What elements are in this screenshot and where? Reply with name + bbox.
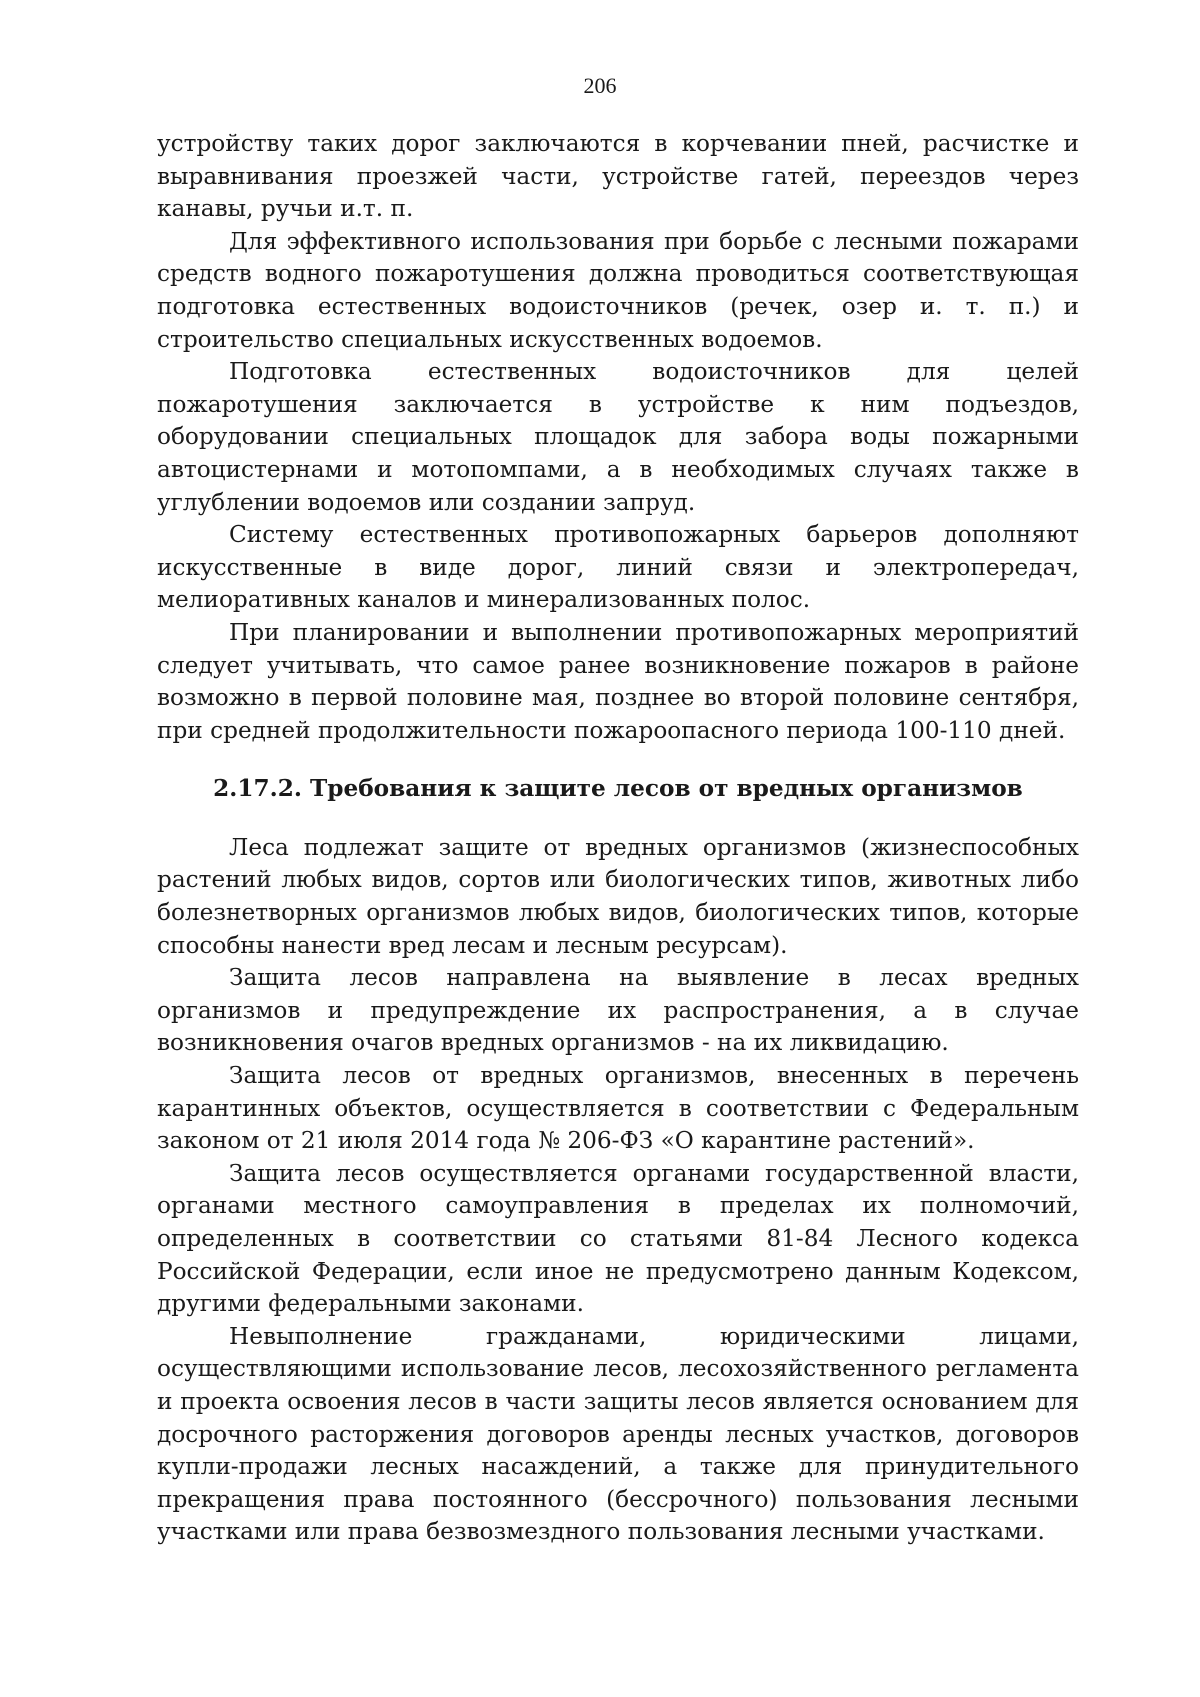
section-heading: 2.17.2. Требования к защите лесов от вредных организмов — [213, 775, 1023, 803]
paragraph-continuation: устройству таких дорог заключаются в корчевании пней, расчистке и выравнивания проезжей части, устройстве гатей, переездов через канавы, ручьи и.т. п. — [157, 130, 1079, 223]
paragraph-fire-barriers: Систему естественных противопожарных барьеров дополняют искусственные в виде дорог, линий связи и электропередач, мелиоративных каналов и минерализованных полос. — [157, 521, 1079, 614]
document-body — [157, 128, 1079, 1549]
paragraph-water-firefighting: Для эффективного использования при борьбе с лесными пожарами средств водного пожаротушения должна проводиться соответствующая подготовка естественных водоисточников (речек, озер и. т. п.) и строительство специальных искусственных водоемов. — [157, 227, 1079, 353]
paragraph-protection-authorities: Защита лесов осуществляется органами государственной власти, органами местного самоуправления в пределах их полномочий, определенных в соответствии со статьями 81-84 Лесного кодекса Российской Федерации, если иное не предусмотрено данным Кодексом, другими федеральными законами. — [157, 1159, 1079, 1318]
page-number: 206 — [583, 73, 617, 98]
paragraph-fire-season: При планировании и выполнении противопожарных мероприятий следует учитывать, что самое ранее возникновение пожаров в районе возможно в первой половине мая, позднее во второй половине сентября, при средней продолжительности пожароопасного периода 100-110 дней. — [157, 618, 1079, 744]
paragraph-non-compliance: Невыполнение гражданами, юридическими лицами, осуществляющими использование лесов, лесохозяйственного регламента и проекта освоения лесов в части защиты лесов является основанием для досрочного расторжения договоров аренды лесных участков, договоров купли-продажи лесных насаждений, а также для принудительного прекращения права постоянного (бессрочного) пользования лесными участками или права безвозмездного пользования лесными участками. — [157, 1322, 1079, 1546]
paragraph-quarantine-law: Защита лесов от вредных организмов, внесенных в перечень карантинных объектов, осуществляется в соответствии с Федеральным законом от 21 июля 2014 года № 206-ФЗ «О карантине растений». — [157, 1062, 1079, 1155]
paragraph-forest-protection-aim: Защита лесов направлена на выявление в лесах вредных организмов и предупреждение их распространения, а в случае возникновения очагов вредных организмов - на их ликвидацию. — [157, 964, 1079, 1057]
paragraph-harmful-organisms: Леса подлежат защите от вредных организмов (жизнеспособных растений любых видов, сортов или биологических типов, животных либо болезнетворных организмов любых видов, биологических типов, которые способны нанести вред лесам и лесным ресурсам). — [157, 833, 1079, 959]
paragraph-water-source-preparation: Подготовка естественных водоисточников для целей пожаротушения заключается в устройстве к ним подъездов, оборудовании специальных площадок для забора воды пожарными автоцистернами и мотопомпами, а в необходимых случаях также в углублении водоемов или создании запруд. — [157, 358, 1079, 516]
